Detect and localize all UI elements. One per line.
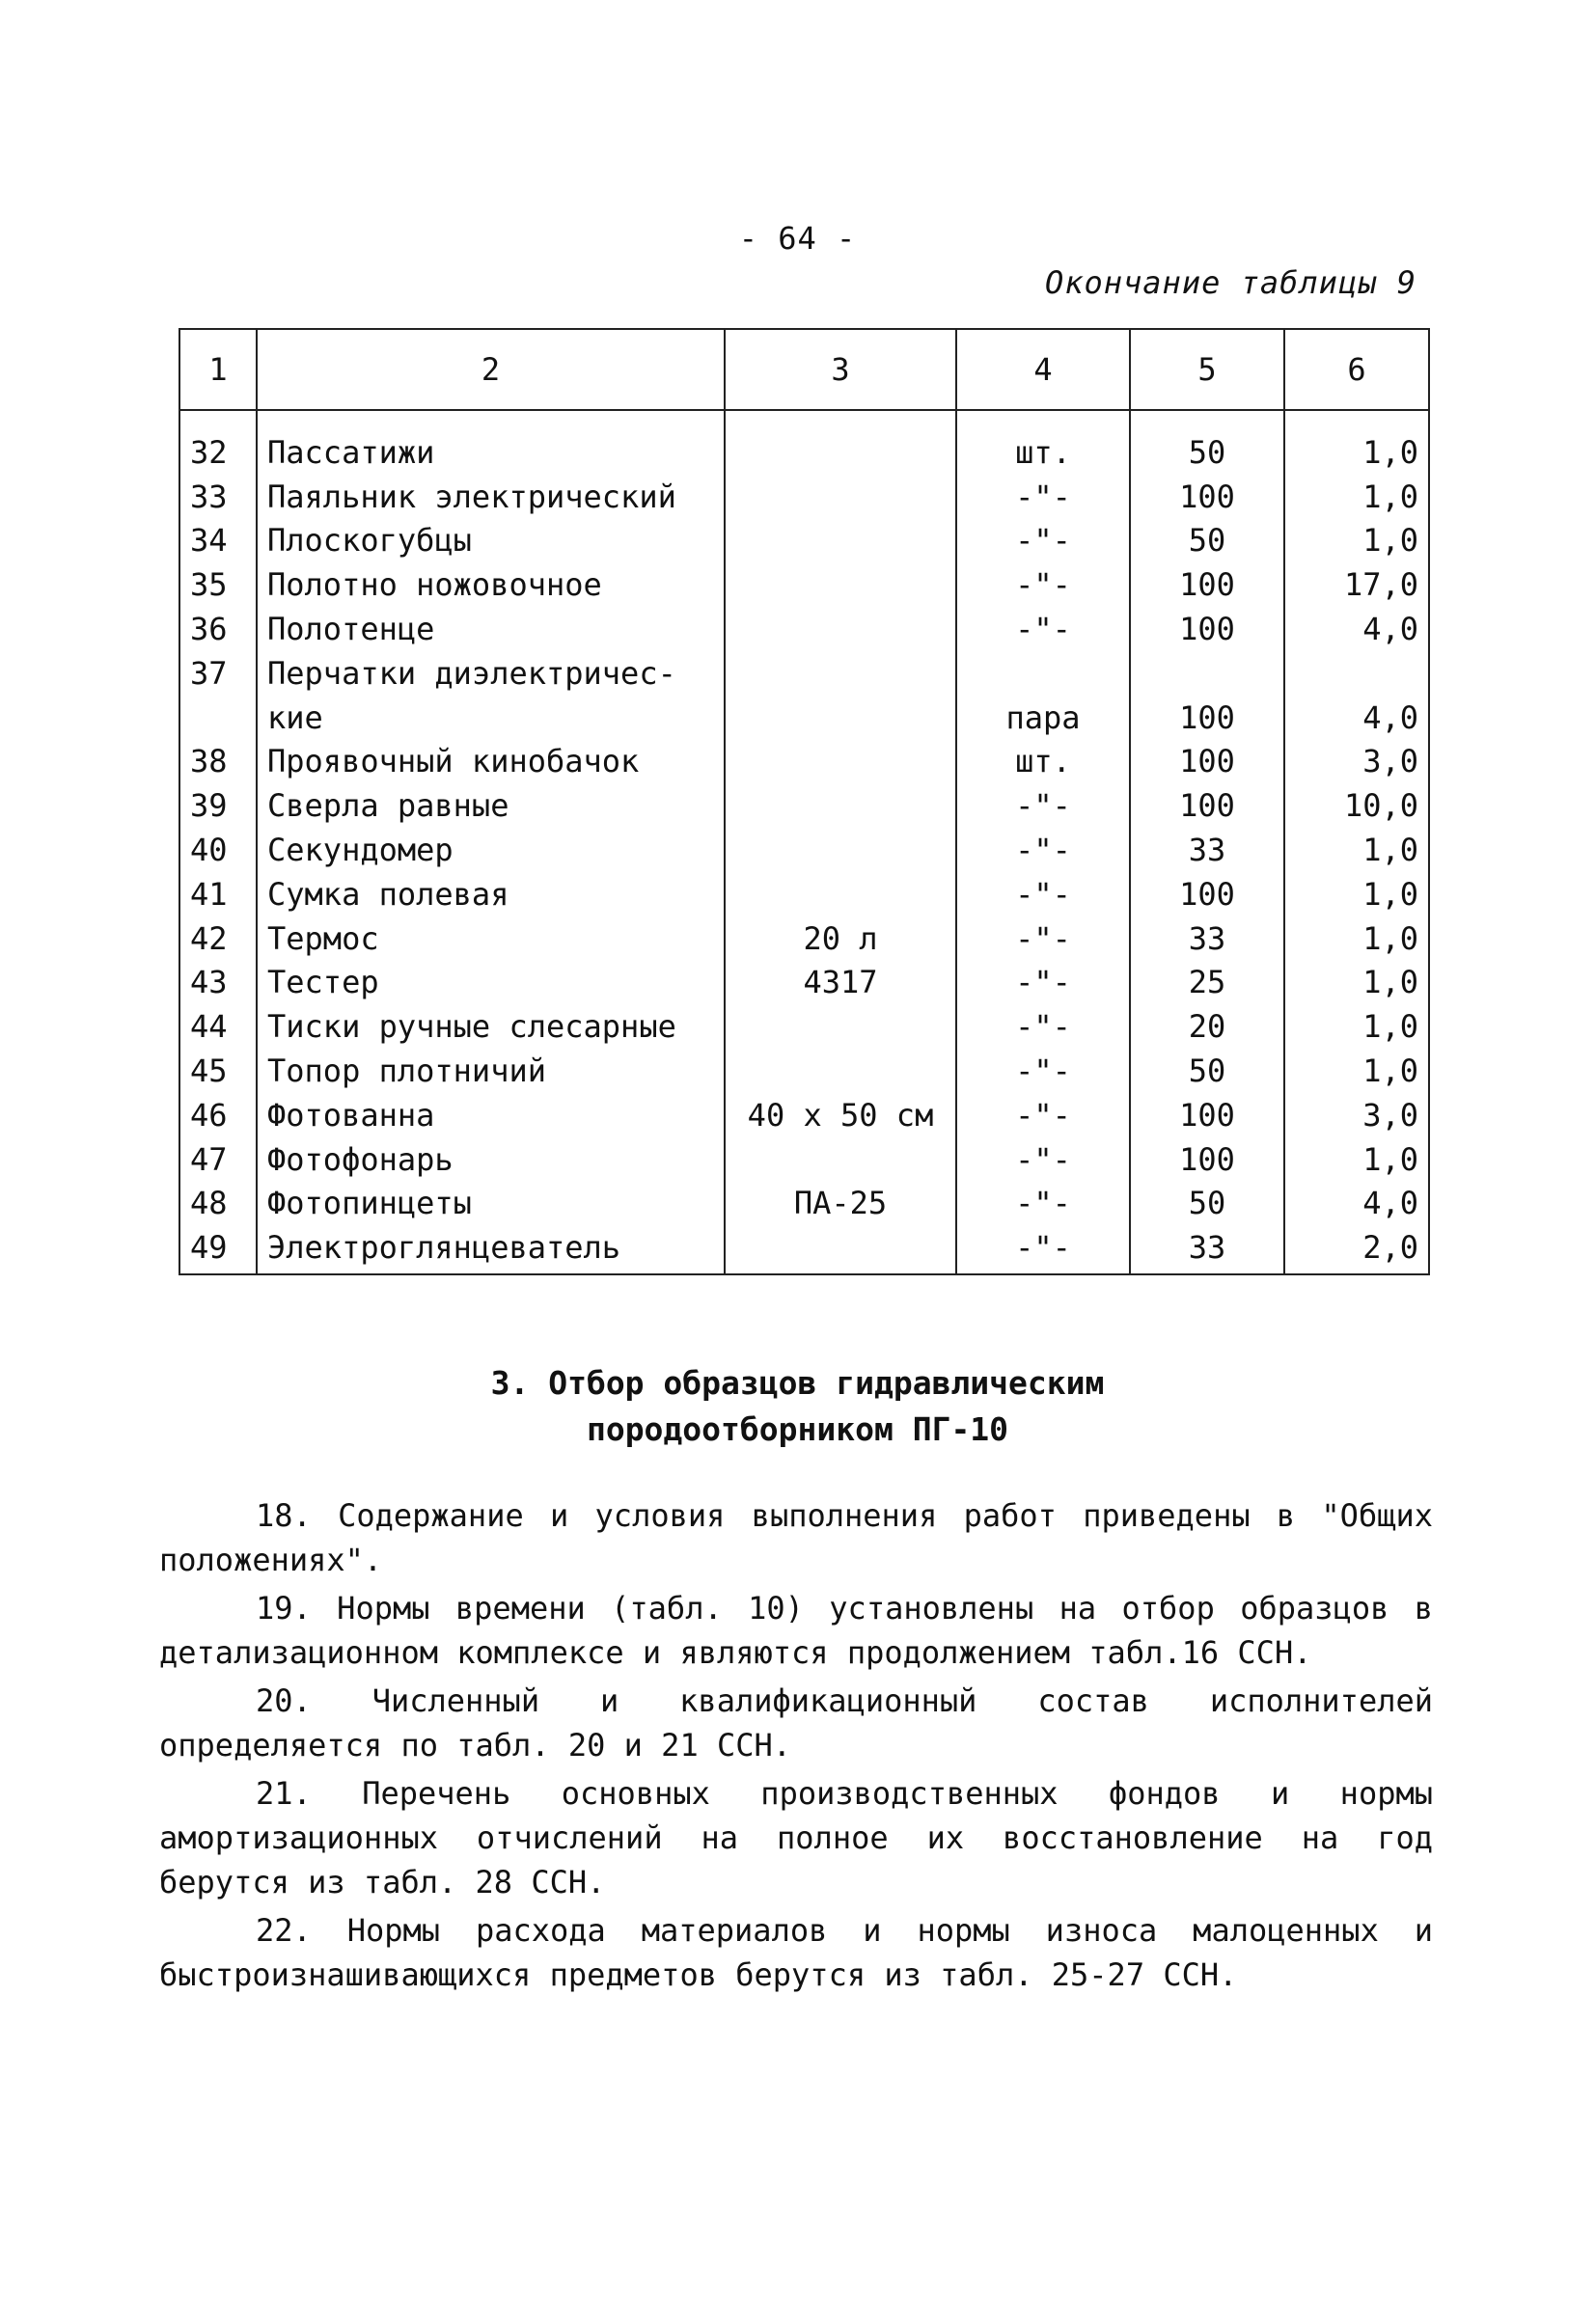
column-header: 3: [725, 329, 956, 410]
cell-number: 34: [179, 519, 257, 563]
cell-spec: ПА-25: [725, 1182, 956, 1226]
cell-unit: -"-: [956, 1137, 1130, 1182]
column-header: 6: [1284, 329, 1429, 410]
cell-unit: -"-: [956, 872, 1130, 916]
cell-spec: 20 л: [725, 916, 956, 961]
table-row: [179, 1182, 1429, 1226]
cell-name: кие: [257, 696, 725, 740]
cell-quantity: 33: [1130, 828, 1284, 872]
cell-number: 43: [179, 961, 257, 1005]
cell-spec: [725, 1137, 956, 1182]
cell-quantity: 50: [1130, 1182, 1284, 1226]
cell-spec: 40 x 50 см: [725, 1093, 956, 1137]
cell-rate: 2,0: [1284, 1225, 1429, 1274]
cell-quantity: 50: [1130, 410, 1284, 475]
cell-unit: пара: [956, 696, 1130, 740]
table-row: [179, 1137, 1429, 1182]
cell-rate: 1,0: [1284, 1004, 1429, 1049]
cell-name: Сумка полевая: [257, 872, 725, 916]
cell-rate: 1,0: [1284, 475, 1429, 519]
cell-number: 32: [179, 410, 257, 475]
table-row: [179, 1225, 1429, 1274]
cell-rate: 4,0: [1284, 696, 1429, 740]
cell-number: 41: [179, 872, 257, 916]
body-text: [159, 1493, 1433, 2001]
cell-spec: [725, 475, 956, 519]
cell-rate: 3,0: [1284, 740, 1429, 784]
table-header-row: [179, 329, 1429, 410]
cell-name: Фотопинцеты: [257, 1182, 725, 1226]
table-row: [179, 740, 1429, 784]
section-title: [0, 1360, 1595, 1453]
cell-spec: [725, 519, 956, 563]
cell-rate: 4,0: [1284, 607, 1429, 651]
table-row: [179, 410, 1429, 475]
cell-quantity: 50: [1130, 1049, 1284, 1093]
table-row: [179, 696, 1429, 740]
table-row: [179, 828, 1429, 872]
cell-unit: [956, 651, 1130, 696]
cell-name: Электроглянцеватель: [257, 1225, 725, 1274]
cell-unit: -"-: [956, 916, 1130, 961]
cell-unit: -"-: [956, 519, 1130, 563]
cell-spec: [725, 1049, 956, 1093]
cell-unit: -"-: [956, 1004, 1130, 1049]
cell-unit: -"-: [956, 828, 1130, 872]
cell-number: 44: [179, 1004, 257, 1049]
cell-name: Перчатки диэлектричес-: [257, 651, 725, 696]
cell-quantity: 25: [1130, 961, 1284, 1005]
cell-spec: [725, 828, 956, 872]
table-row: [179, 961, 1429, 1005]
cell-number: 38: [179, 740, 257, 784]
cell-name: Полотенце: [257, 607, 725, 651]
cell-number: 39: [179, 783, 257, 828]
cell-quantity: 100: [1130, 783, 1284, 828]
cell-rate: 1,0: [1284, 519, 1429, 563]
cell-number: 45: [179, 1049, 257, 1093]
cell-unit: шт.: [956, 740, 1130, 784]
cell-name: Термос: [257, 916, 725, 961]
cell-number: 46: [179, 1093, 257, 1137]
cell-name: Сверла равные: [257, 783, 725, 828]
cell-unit: -"-: [956, 1093, 1130, 1137]
cell-name: Фотованна: [257, 1093, 725, 1137]
cell-spec: [725, 1225, 956, 1274]
cell-quantity: 100: [1130, 872, 1284, 916]
cell-spec: [725, 783, 956, 828]
cell-rate: 1,0: [1284, 410, 1429, 475]
cell-unit: -"-: [956, 607, 1130, 651]
cell-unit: -"-: [956, 1225, 1130, 1274]
table-row: [179, 1004, 1429, 1049]
paragraph: 20. Численный и квалификационный состав исполнителей определяется по табл. 20 и 21 ССН.: [159, 1682, 1433, 1764]
cell-rate: 1,0: [1284, 1137, 1429, 1182]
cell-rate: 17,0: [1284, 562, 1429, 607]
cell-name: Топор плотничий: [257, 1049, 725, 1093]
table-caption: Окончание таблицы 9: [1044, 264, 1416, 301]
cell-quantity: 100: [1130, 607, 1284, 651]
cell-quantity: 33: [1130, 1225, 1284, 1274]
cell-name: Пассатижи: [257, 410, 725, 475]
cell-quantity: 100: [1130, 696, 1284, 740]
cell-quantity: 20: [1130, 1004, 1284, 1049]
cell-number: 49: [179, 1225, 257, 1274]
cell-name: Паяльник электрический: [257, 475, 725, 519]
cell-unit: -"-: [956, 562, 1130, 607]
cell-number: 47: [179, 1137, 257, 1182]
equipment-table: [179, 328, 1430, 1275]
table-row: [179, 651, 1429, 696]
cell-number: 33: [179, 475, 257, 519]
cell-rate: 1,0: [1284, 916, 1429, 961]
section-title-line: 3. Отбор образцов гидравлическим: [490, 1364, 1105, 1402]
cell-name: Проявочный кинобачок: [257, 740, 725, 784]
cell-quantity: 100: [1130, 475, 1284, 519]
paragraph: 18. Содержание и условия выполнения работ приведены в "Общих положениях".: [159, 1497, 1433, 1578]
table-row: [179, 519, 1429, 563]
cell-quantity: 50: [1130, 519, 1284, 563]
table-row: [179, 783, 1429, 828]
cell-spec: [725, 410, 956, 475]
cell-unit: -"-: [956, 1049, 1130, 1093]
cell-quantity: 100: [1130, 562, 1284, 607]
page-number: - 64 -: [738, 220, 857, 257]
cell-unit: -"-: [956, 475, 1130, 519]
cell-quantity: 100: [1130, 1093, 1284, 1137]
table-row: [179, 1049, 1429, 1093]
cell-unit: -"-: [956, 783, 1130, 828]
cell-name: Полотно ножовочное: [257, 562, 725, 607]
paragraph: 22. Нормы расхода материалов и нормы износа малоценных и быстроизнашивающихся предметов берутся из табл. 25-27 ССН.: [159, 1912, 1433, 1993]
cell-spec: [725, 651, 956, 696]
column-header: 5: [1130, 329, 1284, 410]
cell-quantity: [1130, 651, 1284, 696]
column-header: 1: [179, 329, 257, 410]
cell-number: 48: [179, 1182, 257, 1226]
cell-number: 35: [179, 562, 257, 607]
column-header: 2: [257, 329, 725, 410]
cell-spec: [725, 696, 956, 740]
cell-number: [179, 696, 257, 740]
cell-spec: [725, 740, 956, 784]
cell-number: 42: [179, 916, 257, 961]
cell-rate: 1,0: [1284, 872, 1429, 916]
paragraph: 21. Перечень основных производственных фондов и нормы амортизационных отчислений на полное их восстановление на год берутся из табл. 28 ССН.: [159, 1775, 1433, 1900]
cell-spec: [725, 872, 956, 916]
cell-rate: 1,0: [1284, 961, 1429, 1005]
table-row: [179, 872, 1429, 916]
cell-quantity: 33: [1130, 916, 1284, 961]
cell-quantity: 100: [1130, 1137, 1284, 1182]
cell-spec: [725, 1004, 956, 1049]
cell-spec: [725, 607, 956, 651]
cell-rate: 1,0: [1284, 828, 1429, 872]
cell-rate: 1,0: [1284, 1049, 1429, 1093]
cell-name: Тиски ручные слесарные: [257, 1004, 725, 1049]
cell-unit: -"-: [956, 961, 1130, 1005]
cell-rate: 10,0: [1284, 783, 1429, 828]
table-row: [179, 607, 1429, 651]
table-row: [179, 916, 1429, 961]
section-title-line: породоотборником ПГ-10: [586, 1410, 1009, 1448]
cell-rate: 4,0: [1284, 1182, 1429, 1226]
cell-rate: 3,0: [1284, 1093, 1429, 1137]
cell-name: Секундомер: [257, 828, 725, 872]
table-row: [179, 1093, 1429, 1137]
table-row: [179, 475, 1429, 519]
cell-number: 37: [179, 651, 257, 696]
cell-number: 36: [179, 607, 257, 651]
cell-name: Плоскогубцы: [257, 519, 725, 563]
cell-unit: шт.: [956, 410, 1130, 475]
cell-quantity: 100: [1130, 740, 1284, 784]
cell-name: Тестер: [257, 961, 725, 1005]
cell-unit: -"-: [956, 1182, 1130, 1226]
column-header: 4: [956, 329, 1130, 410]
cell-rate: [1284, 651, 1429, 696]
cell-number: 40: [179, 828, 257, 872]
cell-spec: 4317: [725, 961, 956, 1005]
table-body: [179, 410, 1429, 1274]
table-row: [179, 562, 1429, 607]
cell-spec: [725, 562, 956, 607]
paragraph: 19. Нормы времени (табл. 10) установлены на отбор образцов в детализационном комплексе и являются продолжением табл.16 ССН.: [159, 1590, 1433, 1671]
cell-name: Фотофонарь: [257, 1137, 725, 1182]
